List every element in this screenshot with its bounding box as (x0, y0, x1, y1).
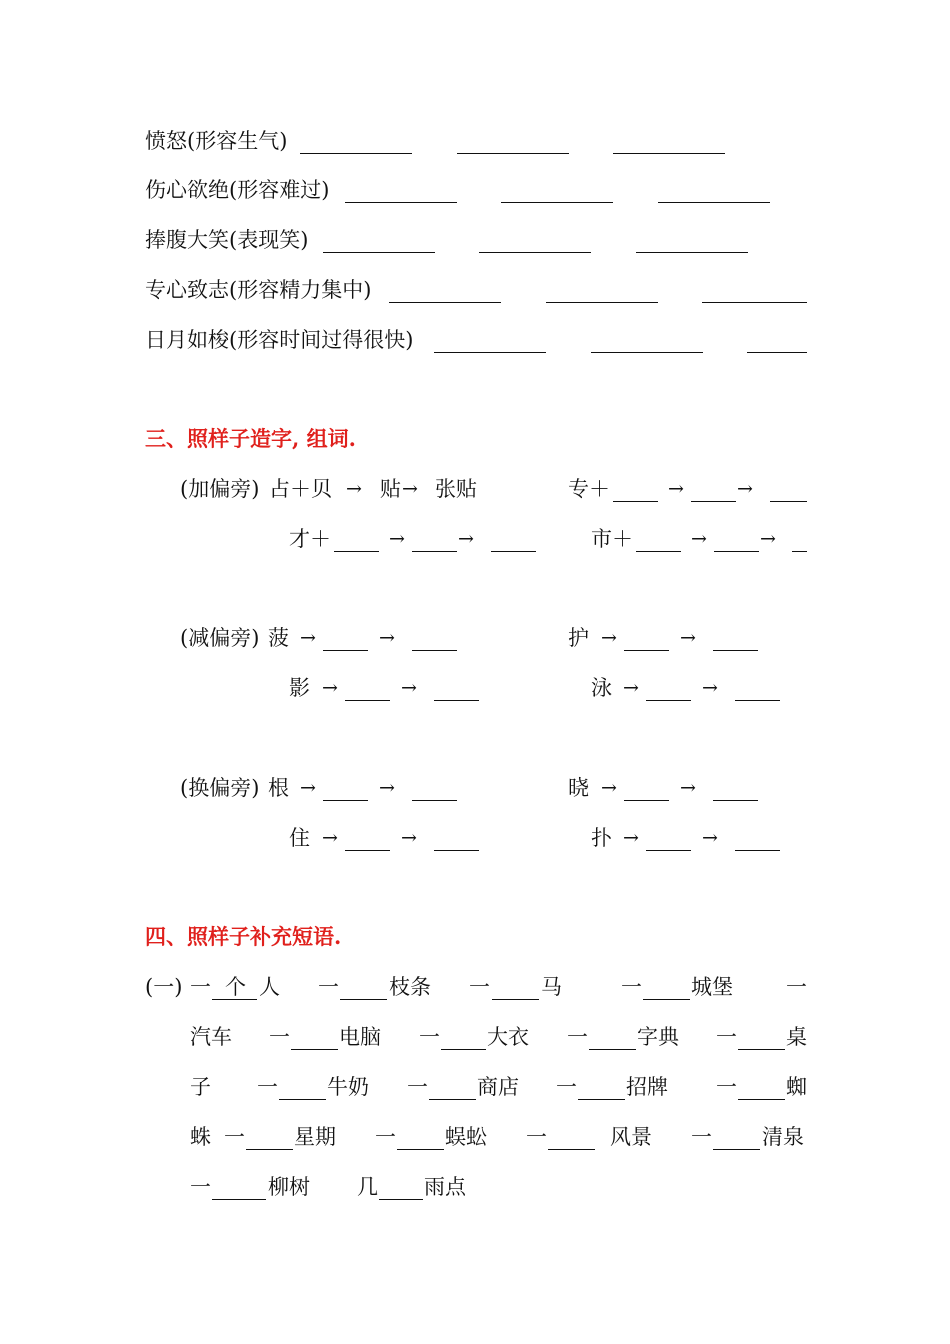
noun: 字典 (637, 1025, 679, 1049)
noun: 风景 (610, 1125, 652, 1149)
swap-item: 根 (268, 776, 289, 800)
answer-blank[interactable] (636, 551, 681, 552)
example-word: 张贴 (435, 477, 477, 501)
idiom-row (0, 275, 950, 305)
idiom-text: 捧腹大笑(表现笑) (145, 228, 309, 252)
measure-one: 一 (567, 1025, 588, 1049)
add-item: 市＋ (591, 527, 633, 551)
arrow-icon: → (680, 627, 696, 649)
idiom-text: 愤怒(形容生气) (145, 129, 288, 153)
answer-blank[interactable] (714, 551, 759, 552)
answer-blank[interactable] (479, 252, 591, 253)
category-label: (换偏旁) (180, 776, 260, 800)
noun: 蜈蚣 (445, 1125, 487, 1149)
remove-radical-row (0, 623, 950, 653)
answer-blank[interactable] (691, 501, 736, 502)
section3-heading-row (0, 424, 950, 454)
category-label: (减偏旁) (180, 626, 260, 650)
remove-item: 影 (289, 676, 310, 700)
measure-one: 一 (556, 1075, 577, 1099)
arrow-icon: → (346, 478, 362, 500)
remove-radical-row (0, 673, 950, 703)
arrow-icon: → (322, 677, 338, 699)
swap-radical-row (0, 773, 950, 803)
arrow-icon: → (401, 827, 417, 849)
arrow-icon: → (322, 827, 338, 849)
noun: 枝条 (389, 975, 431, 999)
example-base: 占＋贝 (269, 477, 332, 501)
noun: 星期 (294, 1125, 336, 1149)
arrow-icon: → (737, 478, 753, 500)
answer-blank[interactable] (613, 153, 725, 154)
answer-blank[interactable] (300, 153, 412, 154)
answer-blank[interactable] (492, 999, 539, 1000)
noun: 大衣 (487, 1025, 529, 1049)
swap-radical-row (0, 823, 950, 853)
arrow-icon: → (668, 478, 684, 500)
swap-item: 扑 (591, 826, 612, 850)
remove-item: 菠 (268, 626, 289, 650)
answer-blank[interactable] (702, 302, 807, 303)
arrow-icon: → (402, 478, 418, 500)
answer-blank[interactable] (747, 352, 807, 353)
answer-blank[interactable] (340, 999, 387, 1000)
measure-one: 一 (190, 1175, 211, 1199)
answer-blank[interactable] (713, 1149, 760, 1150)
answer-blank[interactable] (345, 202, 457, 203)
noun: 汽车 (190, 1025, 232, 1049)
noun: 子 (190, 1075, 211, 1099)
answer-blank[interactable] (379, 1199, 423, 1200)
answer-blank[interactable] (279, 1099, 326, 1100)
answer-blank[interactable] (713, 800, 758, 801)
noun: 柳树 (268, 1175, 310, 1199)
measure-one: 一 (716, 1075, 737, 1099)
answer-blank[interactable] (345, 700, 390, 701)
noun: 桌 (786, 1025, 807, 1049)
answer-blank[interactable] (246, 1149, 293, 1150)
arrow-icon: → (702, 827, 718, 849)
noun: 蛛 (190, 1125, 211, 1149)
answer-blank[interactable] (713, 650, 758, 651)
idiom-text: 日月如梭(形容时间过得很快) (145, 328, 414, 352)
measure-one: 一 (269, 1025, 290, 1049)
arrow-icon: → (389, 528, 405, 550)
arrow-icon: → (623, 827, 639, 849)
remove-item: 护 (568, 626, 589, 650)
example-char: 贴 (380, 477, 401, 501)
answer-blank[interactable] (212, 1199, 266, 1200)
measure-one: 一 (716, 1025, 737, 1049)
measure-ji: 几 (357, 1175, 378, 1199)
phrase-row (0, 1122, 950, 1152)
answer-blank[interactable] (323, 252, 435, 253)
answer-blank[interactable] (457, 153, 569, 154)
answer-blank[interactable] (441, 1049, 486, 1050)
section-heading: 三、照样子造字, 组词. (145, 426, 356, 451)
measure-one: 一 (419, 1025, 440, 1049)
subsection-label: (一) (145, 975, 183, 999)
answer-blank[interactable] (412, 800, 457, 801)
phrase-row (0, 972, 950, 1002)
answer-blank[interactable] (646, 850, 691, 851)
example-measure-word: 个 (225, 975, 246, 999)
section4-heading-row (0, 922, 950, 952)
phrase-row (0, 1022, 950, 1052)
arrow-icon: → (601, 627, 617, 649)
answer-blank[interactable] (646, 700, 691, 701)
answer-blank[interactable] (589, 1049, 636, 1050)
measure-one: 一 (691, 1125, 712, 1149)
noun: 牛奶 (327, 1075, 369, 1099)
noun: 清泉 (762, 1125, 804, 1149)
answer-blank[interactable] (429, 1099, 476, 1100)
phrase-row (0, 1172, 950, 1202)
swap-item: 晓 (568, 776, 589, 800)
arrow-icon: → (691, 528, 707, 550)
answer-blank[interactable] (412, 551, 457, 552)
idiom-text: 专心致志(形容精力集中) (145, 278, 372, 302)
answer-blank[interactable] (546, 302, 658, 303)
arrow-icon: → (379, 627, 395, 649)
arrow-icon: → (300, 627, 316, 649)
answer-blank[interactable] (643, 999, 690, 1000)
arrow-icon: → (680, 777, 696, 799)
answer-blank[interactable] (735, 850, 780, 851)
section-heading: 四、照样子补充短语. (145, 924, 342, 949)
idiom-row (0, 225, 950, 255)
answer-blank[interactable] (735, 700, 780, 701)
idiom-row (0, 325, 950, 355)
idiom-row (0, 126, 950, 156)
answer-blank[interactable] (323, 800, 368, 801)
remove-item: 泳 (591, 676, 612, 700)
noun: 雨点 (424, 1175, 466, 1199)
measure-one: 一 (786, 975, 807, 999)
answer-blank[interactable] (491, 551, 536, 552)
answer-blank[interactable] (434, 700, 479, 701)
answer-blank[interactable] (501, 202, 613, 203)
noun: 城堡 (691, 975, 733, 999)
measure-one: 一 (621, 975, 642, 999)
answer-blank[interactable] (591, 352, 703, 353)
answer-blank[interactable] (636, 252, 748, 253)
category-label: (加偏旁) (180, 477, 260, 501)
phrase-row (0, 1072, 950, 1102)
measure-one: 一 (318, 975, 339, 999)
measure-one: 一 (224, 1125, 245, 1149)
answer-blank[interactable] (613, 501, 658, 502)
answer-blank[interactable] (345, 850, 390, 851)
arrow-icon: → (623, 677, 639, 699)
answer-blank[interactable] (548, 1149, 595, 1150)
idiom-text: 伤心欲绝(形容难过) (145, 178, 330, 202)
add-radical-row (0, 524, 950, 554)
answer-blank[interactable] (578, 1099, 625, 1100)
answer-blank[interactable] (624, 800, 669, 801)
arrow-icon: → (601, 777, 617, 799)
answer-blank[interactable] (658, 202, 770, 203)
measure-one: 一 (526, 1125, 547, 1149)
measure-one: 一 (375, 1125, 396, 1149)
answer-blank[interactable] (434, 850, 479, 851)
measure-one: 一 (407, 1075, 428, 1099)
add-item: 才＋ (289, 527, 331, 551)
noun: 蜘 (786, 1075, 807, 1099)
add-radical-row (0, 474, 950, 504)
noun: 招牌 (626, 1075, 668, 1099)
arrow-icon: → (379, 777, 395, 799)
arrow-icon: → (760, 528, 776, 550)
arrow-icon: → (702, 677, 718, 699)
answer-blank[interactable] (738, 1099, 785, 1100)
noun: 马 (541, 975, 562, 999)
answer-blank[interactable] (323, 650, 368, 651)
answer-blank[interactable] (792, 551, 807, 552)
answer-blank[interactable] (291, 1049, 338, 1050)
noun: 电脑 (339, 1025, 381, 1049)
answer-blank[interactable] (334, 551, 379, 552)
noun: 人 (259, 975, 280, 999)
answer-blank[interactable] (434, 352, 546, 353)
arrow-icon: → (401, 677, 417, 699)
answer-blank[interactable] (770, 501, 807, 502)
measure-one: 一 (190, 975, 211, 999)
answer-blank[interactable] (389, 302, 501, 303)
arrow-icon: → (300, 777, 316, 799)
idiom-row (0, 175, 950, 205)
answer-blank[interactable] (738, 1049, 785, 1050)
add-item: 专＋ (568, 477, 610, 501)
answer-blank[interactable] (397, 1149, 444, 1150)
answer-blank[interactable] (412, 650, 457, 651)
measure-one: 一 (469, 975, 490, 999)
answer-blank[interactable] (624, 650, 669, 651)
measure-one: 一 (257, 1075, 278, 1099)
arrow-icon: → (458, 528, 474, 550)
swap-item: 住 (289, 826, 310, 850)
noun: 商店 (477, 1075, 519, 1099)
